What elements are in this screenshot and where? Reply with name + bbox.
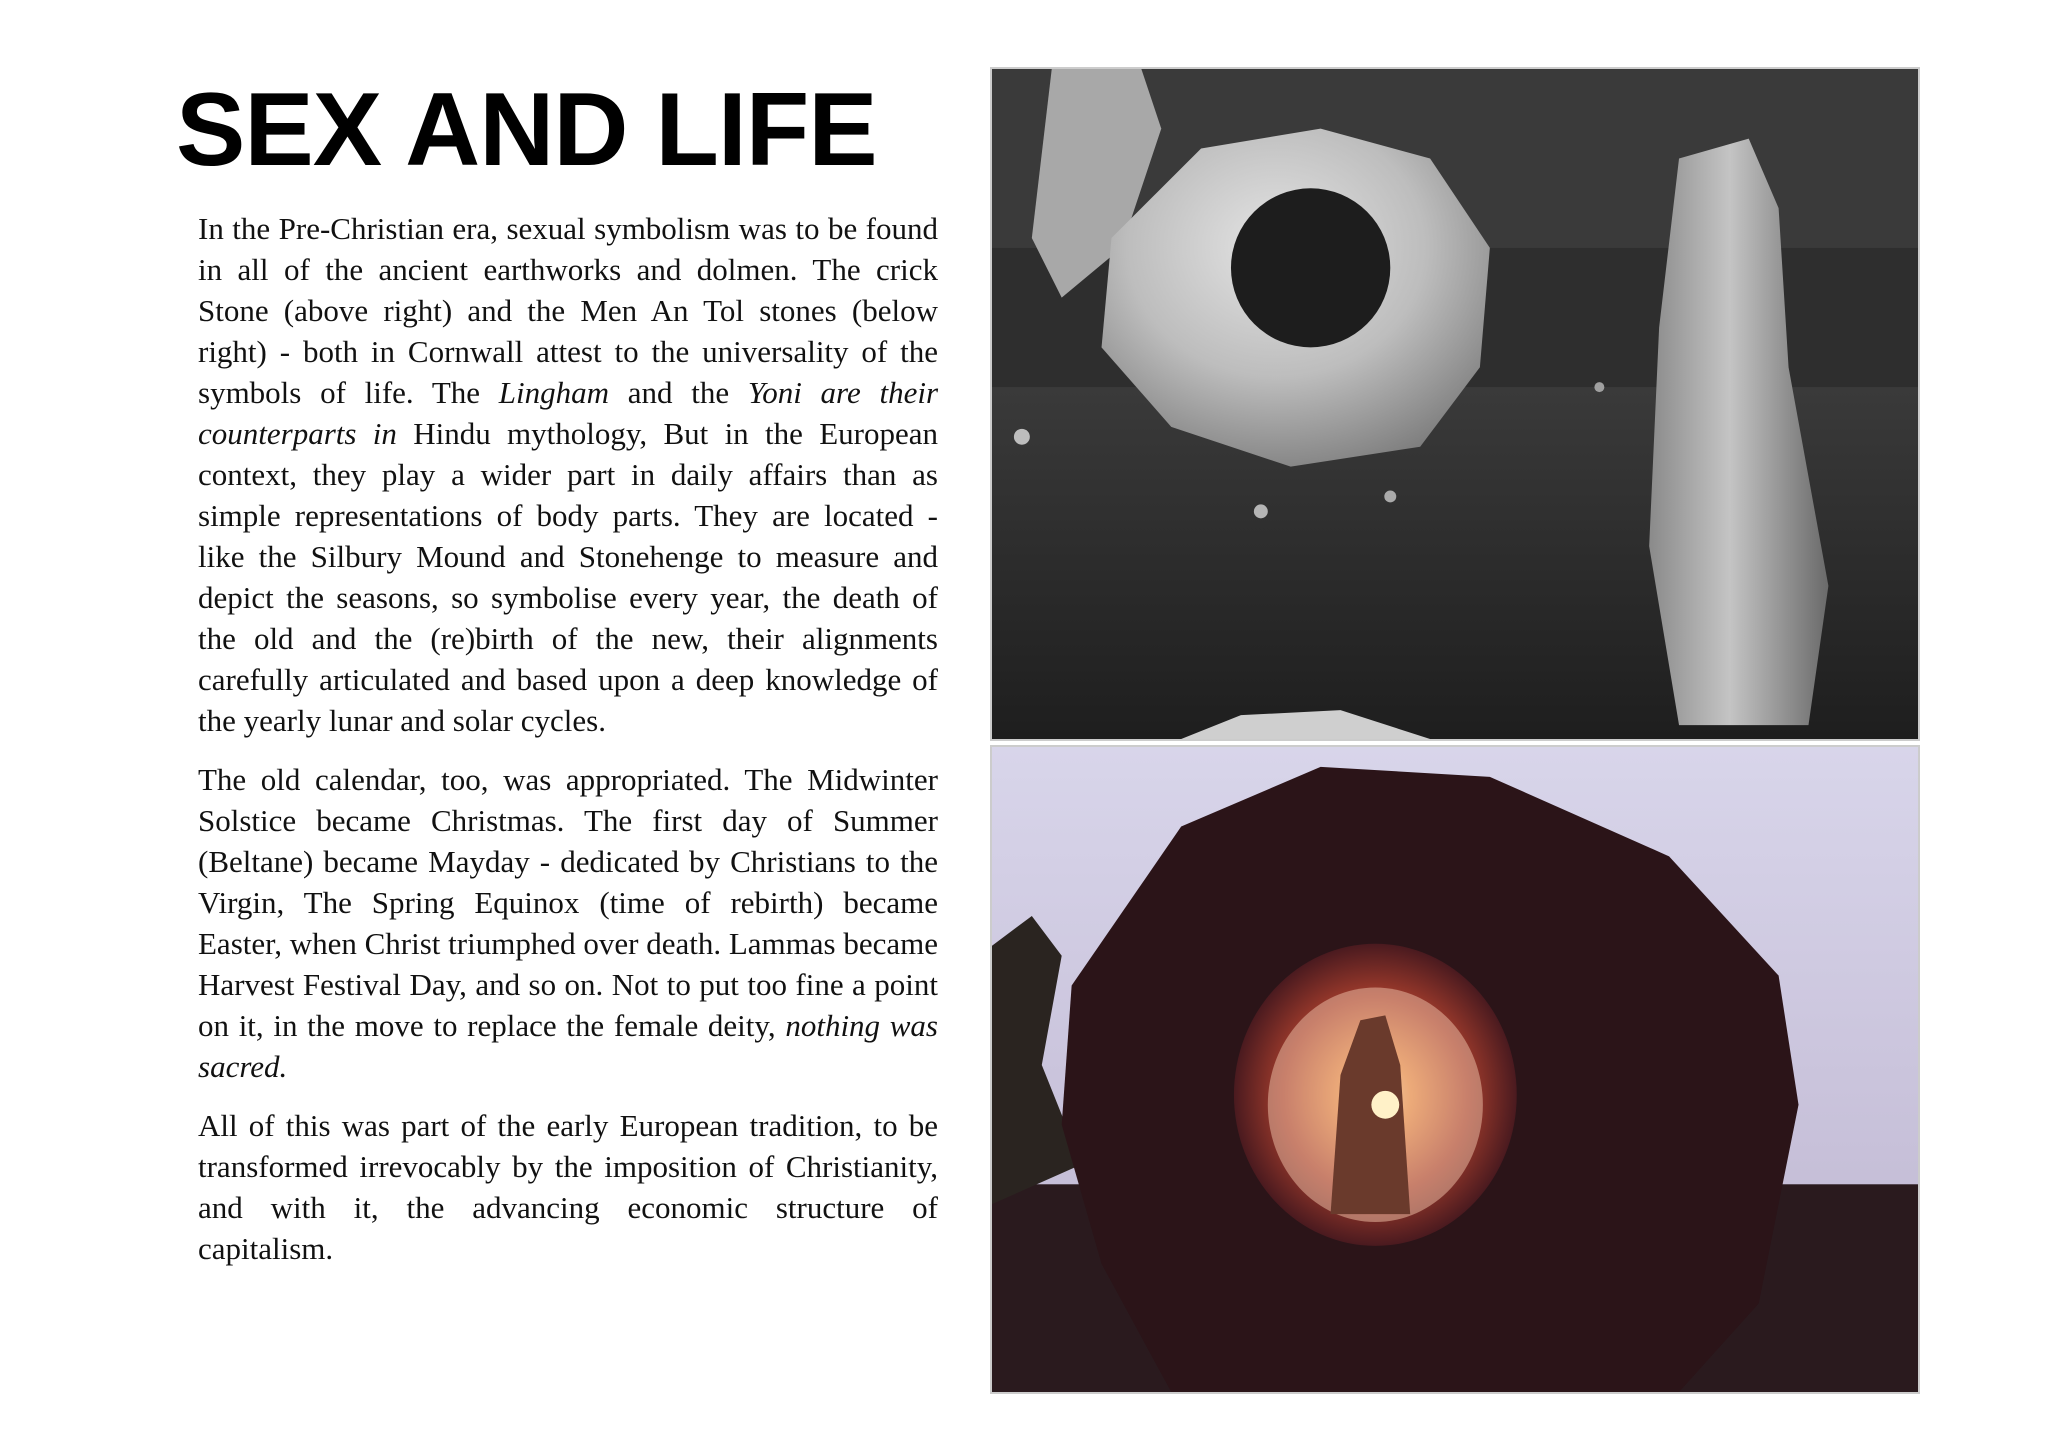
paragraph-3 [198, 1105, 938, 1269]
men-an-tol-photo [990, 745, 1920, 1394]
men-an-tol-illustration [992, 747, 1918, 1392]
page-title: SEX AND LIFE [176, 72, 877, 188]
text-run: In the Pre-Christian era, sexual symbolism was to be found in all of the ancient earthworks and dolmen. The crick Stone (above right) and the Men An Tol stones (below right) - both in Cornwall attest to the universality of the symbols of life. The [198, 211, 938, 410]
text-run-italic: Lingham [498, 375, 610, 410]
text-run: Hindu mythology, But in the European context, they play a wider part in daily affairs than as simple representations of body parts. They are located - like the Silbury Mound and Stonehenge to measure and depict the seasons, so symbolise every year, the death of the old and the (re)birth of the new, their alignments carefully articulated and based upon a deep knowledge of the yearly lunar and solar cycles. [198, 416, 938, 738]
text-run: The old calendar, too, was appropriated. The Midwinter Solstice became Christmas. The first day of Summer (Beltane) became Mayday - dedicated by Christians to the Virgin, The Spring Equinox (time of rebirth) became Easter, when Christ triumphed over death. Lammas became Harvest Festival Day, and so on. Not to put too fine a point on it, in the move to replace the female deity, [198, 762, 938, 1043]
article-body [198, 208, 938, 1287]
paragraph-2 [198, 759, 938, 1087]
crick-stone-illustration [992, 69, 1918, 739]
text-run-italic: Yoni are their counterparts in [198, 375, 939, 451]
crick-stone-photo [990, 67, 1920, 741]
paragraph-1 [198, 208, 938, 741]
photo-column [990, 67, 1920, 1394]
text-run: All of this was part of the early European tradition, to be transformed irrevocably by the imposition of Christianity, and with it, the advancing economic structure of capitalism. [198, 1108, 938, 1266]
text-run: and the [609, 375, 748, 410]
text-run-italic: nothing was sacred. [198, 1008, 938, 1084]
